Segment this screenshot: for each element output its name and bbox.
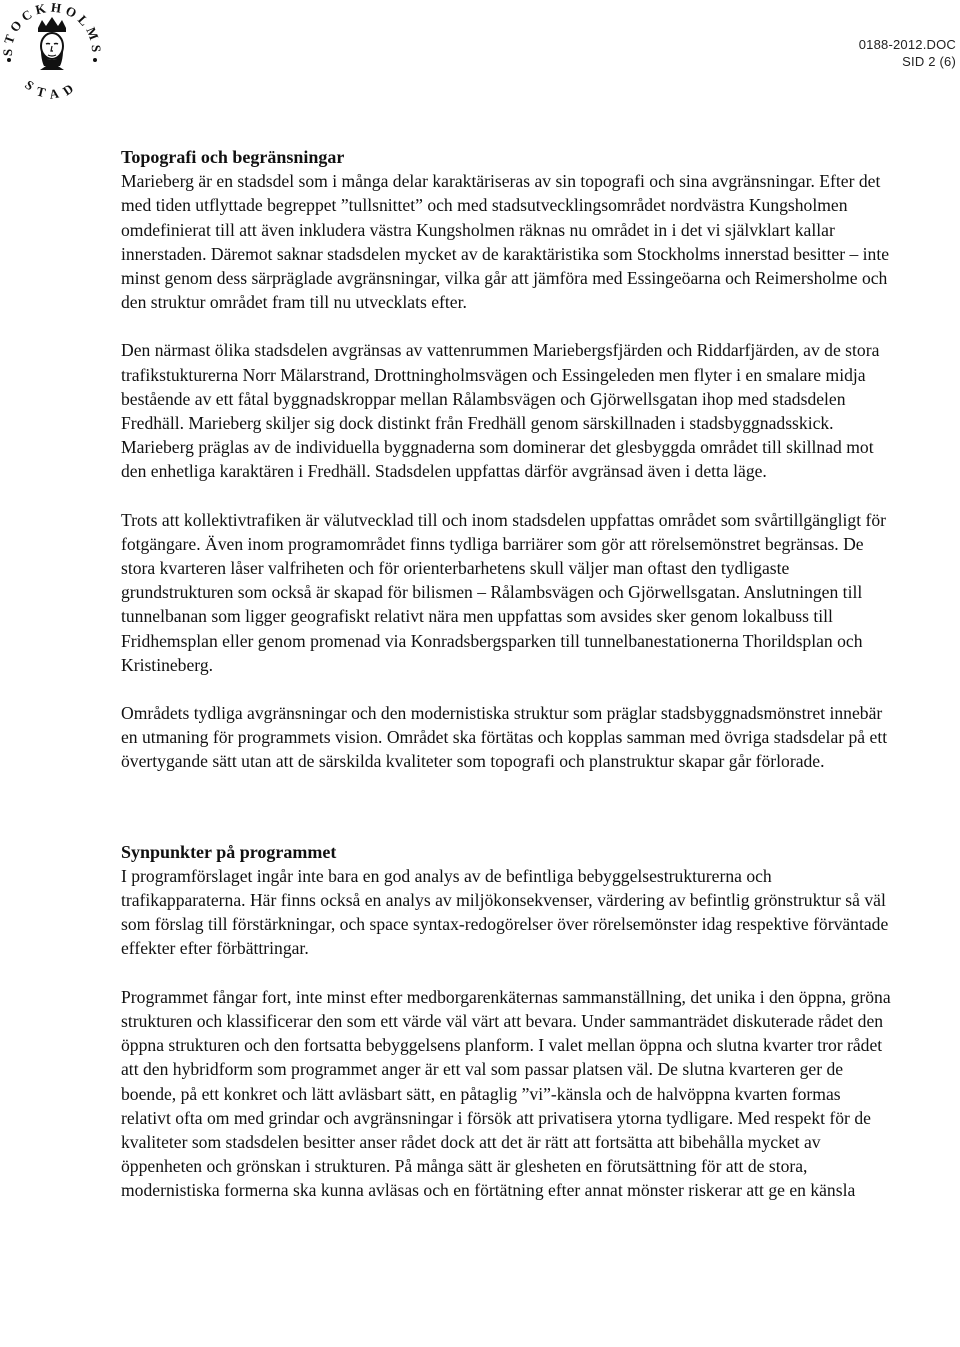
document-reference	[859, 36, 956, 70]
svg-text:STOCKHOLMS: STOCKHOLMS	[0, 0, 104, 57]
svg-text:STAD: STAD	[22, 76, 82, 102]
section-synpunkter	[121, 840, 891, 1203]
section-heading: Topografi och begränsningar	[121, 147, 345, 167]
paragraph: Trots att kollektivtrafiken är välutvecklad till och inom stadsdelen uppfattas området som svårtillgängligt för fotgängare. Även inom programområdet finns tydliga barriärer som gör att rörelsemönstret begränsas. De stora kvarteren låser valfriheten och för orienterbarhetens skull väljer man oftast den tydligaste grundstrukturen som också är skapad för bilismen – Rålambsvägen och Gjörwellsgatan. Anslutningen till tunnelbanan som ligger geografiskt relativt nära men uppfattas som avsides sker genom lokalbuss till Fridhemsplan eller genom promenad via Konradsbergsparken till tunnelbanestationerna Thorildsplan och Kristineberg.	[121, 509, 887, 675]
stockholms-stad-logo	[0, 0, 104, 104]
paragraph: Den närmast ölika stadsdelen avgränsas av vattenrummen Mariebergsfjärden och Riddarfjärden, av de stora trafikstukturerna Norr Mälarstrand, Drottningholmsvägen och Essingeleden men flyter i en smalare midja bestående av ett fåtal byggnadskroppar mellan Rålambsvägen och Gjörwellsgatan ihop med stadsdelen Fredhäll. Marieberg skiljer sig dock distinkt från Fredhäll genom särskillnaden i stadsbyggnadsskick. Marieberg präglas av de individuella byggnaderna som dominerar det glesbyggda området till skillnad mot den enhetliga karaktären i Fredhäll. Stadsdelen uppfattas därför avgränsad även i detta läge.	[121, 340, 880, 482]
section-spacer	[121, 798, 891, 840]
stockholms-stad-seal-icon	[0, 0, 104, 104]
document-number: 0188-2012.DOC	[858, 37, 956, 52]
paragraph: Programmet fångar fort, inte minst efter medborgarenkäternas sammanställning, det unika i den öppna, gröna strukturen och klassificerar den som ett värde väl värt att bevara. Under sammanträdet diskuterade rådet den öppna strukturen och den fortsatta bebyggelsens planform. I valet mellan öppna och slutna kvarter tror rådet att den hybridform som programmet anger är ett val som passar platsen väl. De slutna kvarteren ger de boende, på ett konkret och lätt avläsbart sätt, en påtaglig ”vi”-känsla och de halvöppna kvarten formas relativt ofta om med grindar och avgränsningar i försök att privatisera ytorna tydligare. Med respekt för de kvaliteter som stadsdelen besitter anser rådet dock att det är rätt att fortsätta att bibehålla mycket av öppenheten och grönskan i strukturen. På många sätt är glesheten en förutsättning för att de stora, modernistiska formerna ska kunna avläsas och en förtätning efter annat mönster riskerar att ge en känsla	[121, 986, 891, 1201]
page-indicator: SID 2 (6)	[902, 54, 956, 69]
paragraph: I programförslaget ingår inte bara en god analys av de befintliga bebyggelsestrukturerna och trafikapparaterna. Här finns också en analys av miljökonsekvenser, värdering av befintlig grönstruktur så väl som förslag till förstärkningar, och space syntax-redogörelser över rörelsemönster idag respektive förväntade effekter efter förbättringar.	[121, 865, 889, 959]
section-heading: Synpunkter på programmet	[121, 841, 337, 862]
paragraph: Områdets tydliga avgränsningar och den modernistiska struktur som präglar stadsbyggnadsmönstret innebär en utmaning för programmets vision. Området ska förtätas och kopplas samman med övriga stadsdelar på ett övertygande sätt utan att de särskilda kvaliteter som topografi och planstruktur skapar går förlorade.	[121, 703, 888, 772]
section-topografi	[121, 145, 891, 774]
paragraph: Marieberg är en stadsdel som i många delar karaktäriseras av sin topografi och sina avgränsningar. Efter det med tiden utflyttade begreppet ”tullsnittet” och med stadsutvecklingsområdet nordvästra Kungsholmen omdefinierat till att även inkludera västra Kungsholmen räknas nu området in i det vi självklart kallar innerstaden. Däremot saknar stadsdelen mycket av de karaktäristika som Stockholms innerstad besitter – inte minst genom dess särpräglade avgränsningar, vilka går att jämföra med Essingeöarna och Reimersholme och den struktur området fram till nu utvecklats efter.	[121, 171, 890, 313]
document-body	[121, 145, 891, 1227]
